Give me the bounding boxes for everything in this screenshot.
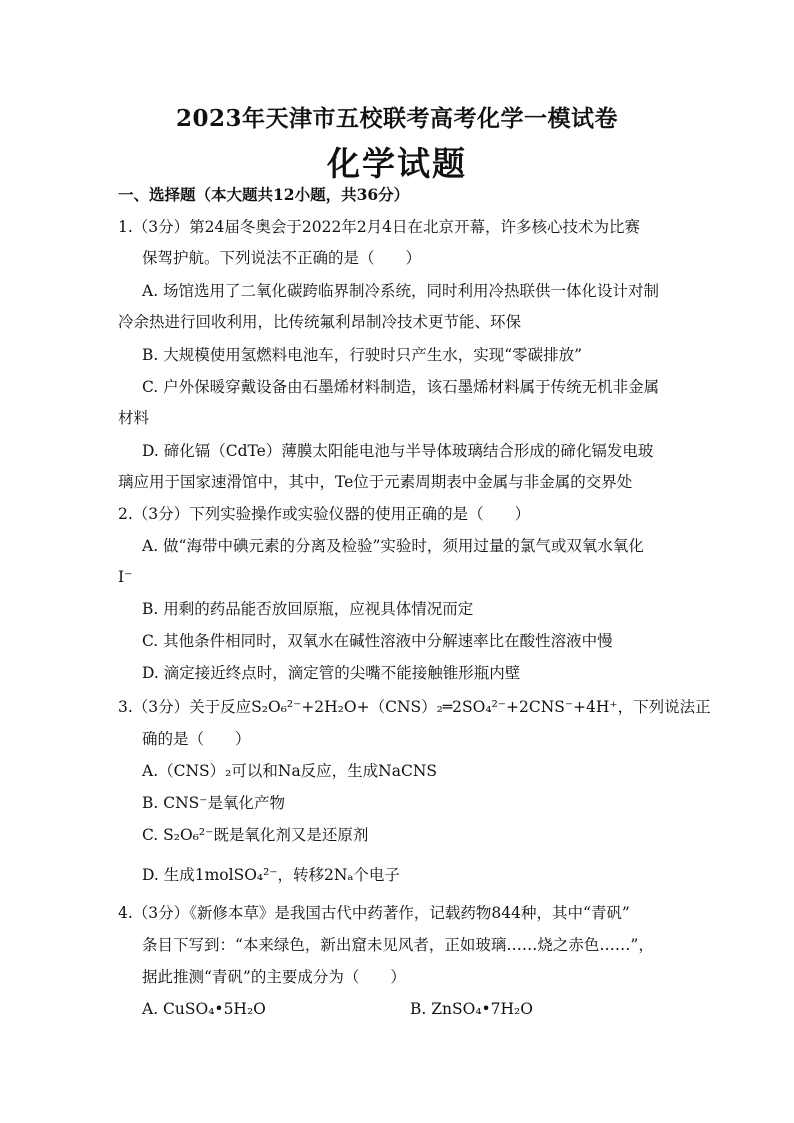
q3-option-a: A.（CNS）₂可以和Na反应，生成NaCNS bbox=[142, 762, 438, 780]
q3-option-c bbox=[142, 824, 368, 846]
q4-option-a: A. CuSO₄•5H₂O bbox=[142, 1000, 266, 1018]
q3-stem-prefix: 3.（3分）关于反应 bbox=[118, 698, 252, 716]
exam-title: 2023年天津市五校联考高考化学一模试卷 bbox=[175, 105, 618, 132]
q1-option-c-line1: C. 户外保暖穿戴设备由石墨烯材料制造，该石墨烯材料属于传统无机非金属 bbox=[142, 378, 660, 396]
q1-option-c-line2: 材料 bbox=[118, 409, 150, 427]
q3-reaction-middle: +2H₂O+（CNS）₂═2 bbox=[301, 698, 463, 716]
q3-option-d-ion: SO₄²⁻ bbox=[233, 866, 278, 884]
q3-stem-line2: 确的是（ ） bbox=[142, 730, 251, 748]
q1-stem-line1: 1.（3分）第24届冬奥会于2022年2月4日在北京开幕，许多核心技术为比赛 bbox=[118, 218, 641, 236]
q2-option-a-line1: A. 做“海带中碘元素的分离及检验”实验时，须用过量的氯气或双氧水氧化 bbox=[142, 537, 644, 555]
q2-option-c: C. 其他条件相同时，双氧水在碱性溶液中分解速率比在酸性溶液中慢 bbox=[142, 632, 613, 650]
q3-option-d-text: ，转移2Nₐ个电子 bbox=[277, 866, 400, 884]
q1-option-d-line2: 璃应用于国家速滑馆中，其中，Te位于元素周期表中金属与非金属的交界处 bbox=[118, 473, 633, 491]
q1-option-a-line2: 冷余热进行回收利用，比传统氟利昂制冷技术更节能、环保 bbox=[118, 313, 522, 331]
q1-option-d-line1: D. 碲化镉（CdTe）薄膜太阳能电池与半导体玻璃结合形成的碲化镉发电玻 bbox=[142, 442, 654, 460]
q3-s2o6-ion: S₂O₆²⁻ bbox=[251, 698, 302, 716]
q4-stem-line2: 条目下写到：“本来绿色，新出窟未见风者，正如玻璃……烧之赤色……”， bbox=[142, 936, 654, 954]
q4-stem-line3: 据此推测“青矾”的主要成分为（ ） bbox=[142, 968, 406, 986]
q3-option-c-label: C. bbox=[142, 826, 159, 844]
exam-subtitle: 化学试题 bbox=[327, 144, 467, 183]
q1-option-b: B. 大规模使用氢燃料电池车，行驶时只产生水，实现“零碳排放” bbox=[142, 346, 583, 364]
q4-stem-line1: 4.（3分）《新修本草》是我国古代中药著作，记载药物844种，其中“青矾” bbox=[118, 904, 630, 922]
q3-stem-line1 bbox=[118, 696, 711, 718]
q2-stem: 2.（3分）下列实验操作或实验仪器的使用正确的是（ ） bbox=[118, 505, 531, 523]
q2-option-d: D. 滴定接近终点时，滴定管的尖嘴不能接触锥形瓶内壁 bbox=[142, 664, 521, 682]
q2-option-b: B. 用剩的药品能否放回原瓶，应视具体情况而定 bbox=[142, 600, 474, 618]
q1-option-a-line1: A. 场馆选用了二氧化碳跨临界制冷系统，同时利用冷热联供一体化设计对制 bbox=[142, 282, 660, 300]
q3-reaction-end: +2CNS⁻+4H⁺，下列说法正 bbox=[505, 698, 711, 716]
q3-option-d bbox=[142, 864, 400, 886]
q3-option-b: B. CNS⁻是氧化产物 bbox=[142, 794, 285, 812]
section-heading: 一、选择题（本大题共12小题，共36分） bbox=[118, 185, 410, 204]
q3-option-d-prefix: D. 生成1mol bbox=[142, 866, 234, 884]
q4-option-b: B. ZnSO₄•7H₂O bbox=[410, 1000, 533, 1018]
q1-stem-line2: 保驾护航。下列说法不正确的是（ ） bbox=[142, 249, 422, 267]
q3-option-c-text: 既是氧化剂又是还原剂 bbox=[213, 826, 369, 844]
q2-option-a-line2: I⁻ bbox=[118, 568, 133, 586]
q3-so4-ion: SO₄²⁻ bbox=[462, 698, 506, 716]
q3-option-c-ion: S₂O₆²⁻ bbox=[163, 826, 214, 844]
